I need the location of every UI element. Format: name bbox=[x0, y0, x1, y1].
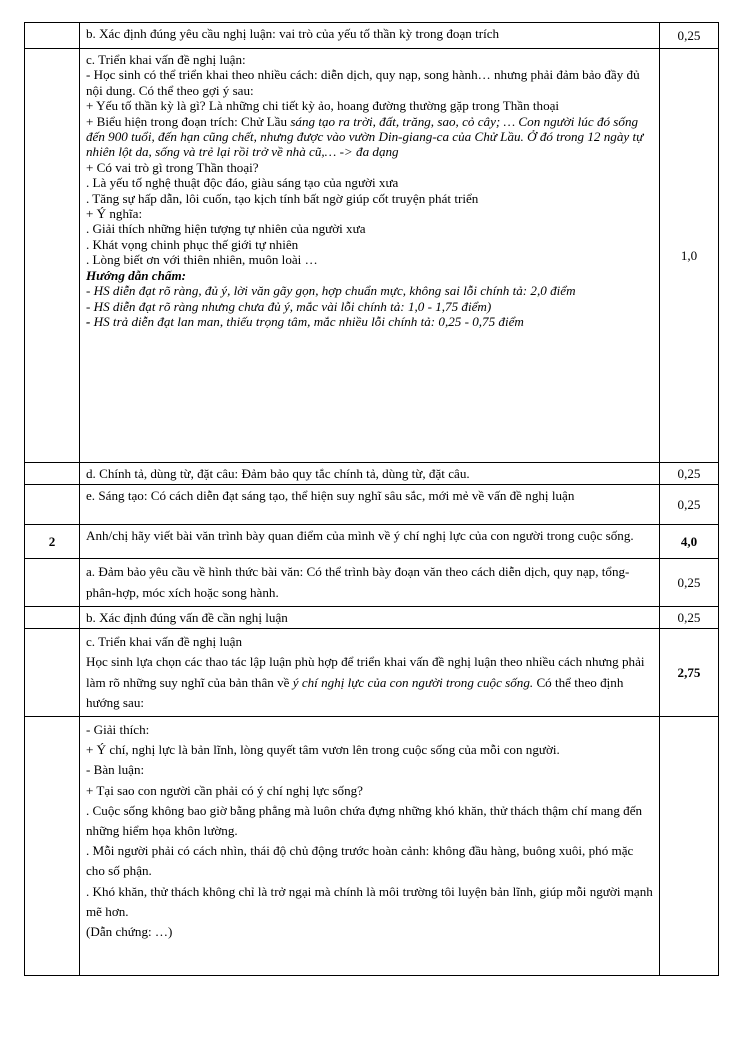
content-line bbox=[86, 528, 654, 543]
plain-text: (Dẫn chứng: …) bbox=[86, 924, 173, 940]
question-number-cell bbox=[25, 606, 80, 628]
content-line bbox=[86, 268, 654, 283]
table-row bbox=[25, 485, 719, 525]
content-line bbox=[86, 67, 654, 98]
plain-text: . Tăng sự hấp dẫn, lôi cuốn, tạo kịch tính bất ngờ giúp cốt truyện phát triển bbox=[86, 190, 479, 206]
content-line bbox=[86, 466, 654, 481]
content-line bbox=[86, 206, 654, 221]
score-cell: 0,25 bbox=[660, 559, 719, 606]
content-cell bbox=[80, 463, 660, 485]
question-number-cell bbox=[25, 23, 80, 49]
plain-text: . Là yếu tố nghệ thuật độc đáo, giàu sáng tạo của người xưa bbox=[86, 175, 399, 191]
plain-text: - Giải thích: bbox=[86, 722, 150, 738]
content-line bbox=[86, 882, 654, 922]
plain-text: - Bàn luận: bbox=[86, 762, 145, 778]
plain-text: + Biểu hiện trong đoạn trích: Chử Lầu bbox=[86, 113, 291, 129]
content-line bbox=[86, 191, 654, 206]
content-line bbox=[86, 801, 654, 841]
plain-text: a. Đảm bảo yêu cầu về hình thức bài văn: Có thể trình bày đoạn văn theo cách diễn dịch, quy nạp, tổng-phân-hợp, móc xích hoặc song hành. bbox=[86, 564, 630, 600]
plain-text: b. Xác định đúng yêu cầu nghị luận: vai trò của yếu tố thần kỳ trong đoạn trích bbox=[86, 26, 500, 41]
plain-text: b. Xác định đúng vấn đề cần nghị luận bbox=[86, 609, 288, 625]
table-row bbox=[25, 559, 719, 606]
content-line bbox=[86, 488, 654, 503]
content-line bbox=[86, 98, 654, 113]
content-cell bbox=[80, 485, 660, 525]
score-cell: 0,25 bbox=[660, 606, 719, 628]
content-line bbox=[86, 841, 654, 881]
plain-text: . Lòng biết ơn với thiên nhiên, muôn loài … bbox=[86, 252, 318, 268]
plain-text: c. Triển khai vấn đề nghị luận bbox=[86, 634, 243, 650]
bold-marker: - bbox=[86, 313, 91, 329]
plain-text: . Cuộc sống không bao giờ bằng phẳng mà luôn chứa đựng những khó khăn, thử thách thậm chí mang đến những hiểm họa khôn lường. bbox=[86, 802, 643, 839]
italic-text: ý chí nghị lực của con người trong cuộc sống. bbox=[292, 674, 534, 690]
question-number-cell bbox=[25, 559, 80, 606]
score-cell: 0,25 bbox=[660, 485, 719, 525]
score-cell: 1,0 bbox=[660, 49, 719, 463]
plain-text: . Giải thích những hiện tượng tự nhiên của người xưa bbox=[86, 221, 366, 237]
plain-text: - Học sinh có thể triển khai theo nhiều cách: diễn dịch, quy nạp, song hành… nhưng phải đảm bảo đầy đủ nội dung. Có thể theo gợi ý sau: bbox=[86, 67, 640, 98]
grading-table-body bbox=[25, 23, 719, 976]
content-line bbox=[86, 720, 654, 740]
content-line bbox=[86, 781, 654, 801]
table-row bbox=[25, 525, 719, 559]
plain-text: + Ý chí, nghị lực là bản lĩnh, lòng quyết tâm vươn lên trong cuộc sống của mỗi con người. bbox=[86, 742, 560, 758]
question-number-cell bbox=[25, 49, 80, 463]
guide-heading: Hướng dẫn chấm: bbox=[86, 267, 186, 283]
table-row bbox=[25, 717, 719, 976]
italic-text: - HS diễn đạt rõ ràng, đủ ý, lời văn gãy gọn, hợp chuẩn mực, không sai lỗi chính tả: 2,0 điểm bbox=[86, 283, 576, 299]
content-cell bbox=[80, 49, 660, 463]
content-line bbox=[86, 160, 654, 175]
content-line bbox=[86, 632, 654, 652]
content-cell bbox=[80, 559, 660, 606]
content-cell bbox=[80, 23, 660, 49]
content-line bbox=[86, 562, 654, 602]
plain-text: + Tại sao con người cần phải có ý chí nghị lực sống? bbox=[86, 782, 363, 798]
content-line bbox=[86, 283, 654, 298]
table-row bbox=[25, 463, 719, 485]
plain-text: c. Triển khai vấn đề nghị luận: bbox=[86, 52, 246, 67]
plain-text: d. Chính tả, dùng từ, đặt câu: Đảm bảo quy tắc chính tả, dùng từ, đặt câu. bbox=[86, 466, 470, 481]
plain-text: e. Sáng tạo: Có cách diễn đạt sáng tạo, thể hiện suy nghĩ sâu sắc, mới mẻ về vấn đề nghị luận bbox=[86, 488, 575, 504]
score-cell: 0,25 bbox=[660, 23, 719, 49]
table-row bbox=[25, 23, 719, 49]
plain-text: . Mỗi người phải có cách nhìn, thái độ chủ động trước hoàn cảnh: không đầu hàng, buông xuôi, phó mặc cho số phận. bbox=[86, 843, 634, 879]
content-line bbox=[86, 299, 654, 314]
score-cell: 0,25 bbox=[660, 463, 719, 485]
question-number-cell bbox=[25, 717, 80, 976]
content-line bbox=[86, 760, 654, 780]
grading-table bbox=[24, 22, 719, 976]
content-line bbox=[86, 740, 654, 760]
plain-text: . Khó khăn, thử thách không chỉ là trở ngại mà chính là môi trường tôi luyện bản lĩnh, giúp mỗi người mạnh mẽ hơn. bbox=[86, 883, 653, 919]
content-line bbox=[86, 237, 654, 252]
question-number-cell bbox=[25, 463, 80, 485]
content-line bbox=[86, 175, 654, 190]
content-cell bbox=[80, 606, 660, 628]
content-line bbox=[86, 922, 654, 942]
plain-text: + Yếu tố thần kỳ là gì? Là những chi tiết kỳ ảo, hoang đường thường gặp trong Thần thoại bbox=[86, 98, 560, 114]
table-row bbox=[25, 629, 719, 717]
table-row bbox=[25, 49, 719, 463]
content-line bbox=[86, 221, 654, 236]
score-cell bbox=[660, 717, 719, 976]
content-cell bbox=[80, 629, 660, 717]
italic-text: HS trả diễn đạt lan man, thiếu trọng tâm, mắc nhiều lỗi chính tả: 0,25 - 0,75 điểm bbox=[90, 313, 524, 329]
score-cell: 2,75 bbox=[660, 629, 719, 717]
plain-text: Có thể theo định hướng sau: bbox=[86, 674, 624, 710]
table-row bbox=[25, 606, 719, 628]
content-line bbox=[86, 114, 654, 160]
content-line bbox=[86, 252, 654, 267]
content-cell bbox=[80, 525, 660, 559]
plain-text: Anh/chị hãy viết bài văn trình bày quan điểm của mình về ý chí nghị lực của con người trong cuộc sống. bbox=[86, 528, 634, 544]
question-number-cell: 2 bbox=[25, 525, 80, 559]
plain-text: Học sinh lựa chọn các thao tác lập luận phù hợp để triển khai vấn đề nghị luận theo nhiều cách nhưng phải làm rõ những suy nghĩ của bản thân về bbox=[86, 654, 645, 690]
plain-text: . Khát vọng chinh phục thế giới tự nhiên bbox=[86, 236, 299, 252]
content-line bbox=[86, 652, 654, 713]
question-number-cell bbox=[25, 485, 80, 525]
content-line bbox=[86, 26, 654, 41]
question-number-cell bbox=[25, 629, 80, 717]
plain-text: + Có vai trò gì trong Thần thoại? bbox=[86, 159, 259, 175]
score-cell: 4,0 bbox=[660, 525, 719, 559]
content-cell bbox=[80, 717, 660, 976]
content-line bbox=[86, 52, 654, 67]
plain-text: + Ý nghĩa: bbox=[86, 206, 143, 222]
content-line bbox=[86, 610, 654, 625]
italic-text: - HS diễn đạt rõ ràng nhưng chưa đủ ý, mắc vài lỗi chính tả: 1,0 - 1,75 điểm) bbox=[86, 298, 492, 314]
italic-text: sáng tạo ra trời, đất, trăng, sao, cỏ cây; … Con người lúc đó sống đến 900 tuổi, đến hạn cũng chết, nhưng được vào vườn Din-giang-ca của Chử Lầu. Ở đó trong 12 ngày tự nhiên lột da, sống và trẻ lại rồi trở về nhà cũ,… -> đa dạng bbox=[86, 113, 644, 160]
content-line bbox=[86, 314, 654, 329]
